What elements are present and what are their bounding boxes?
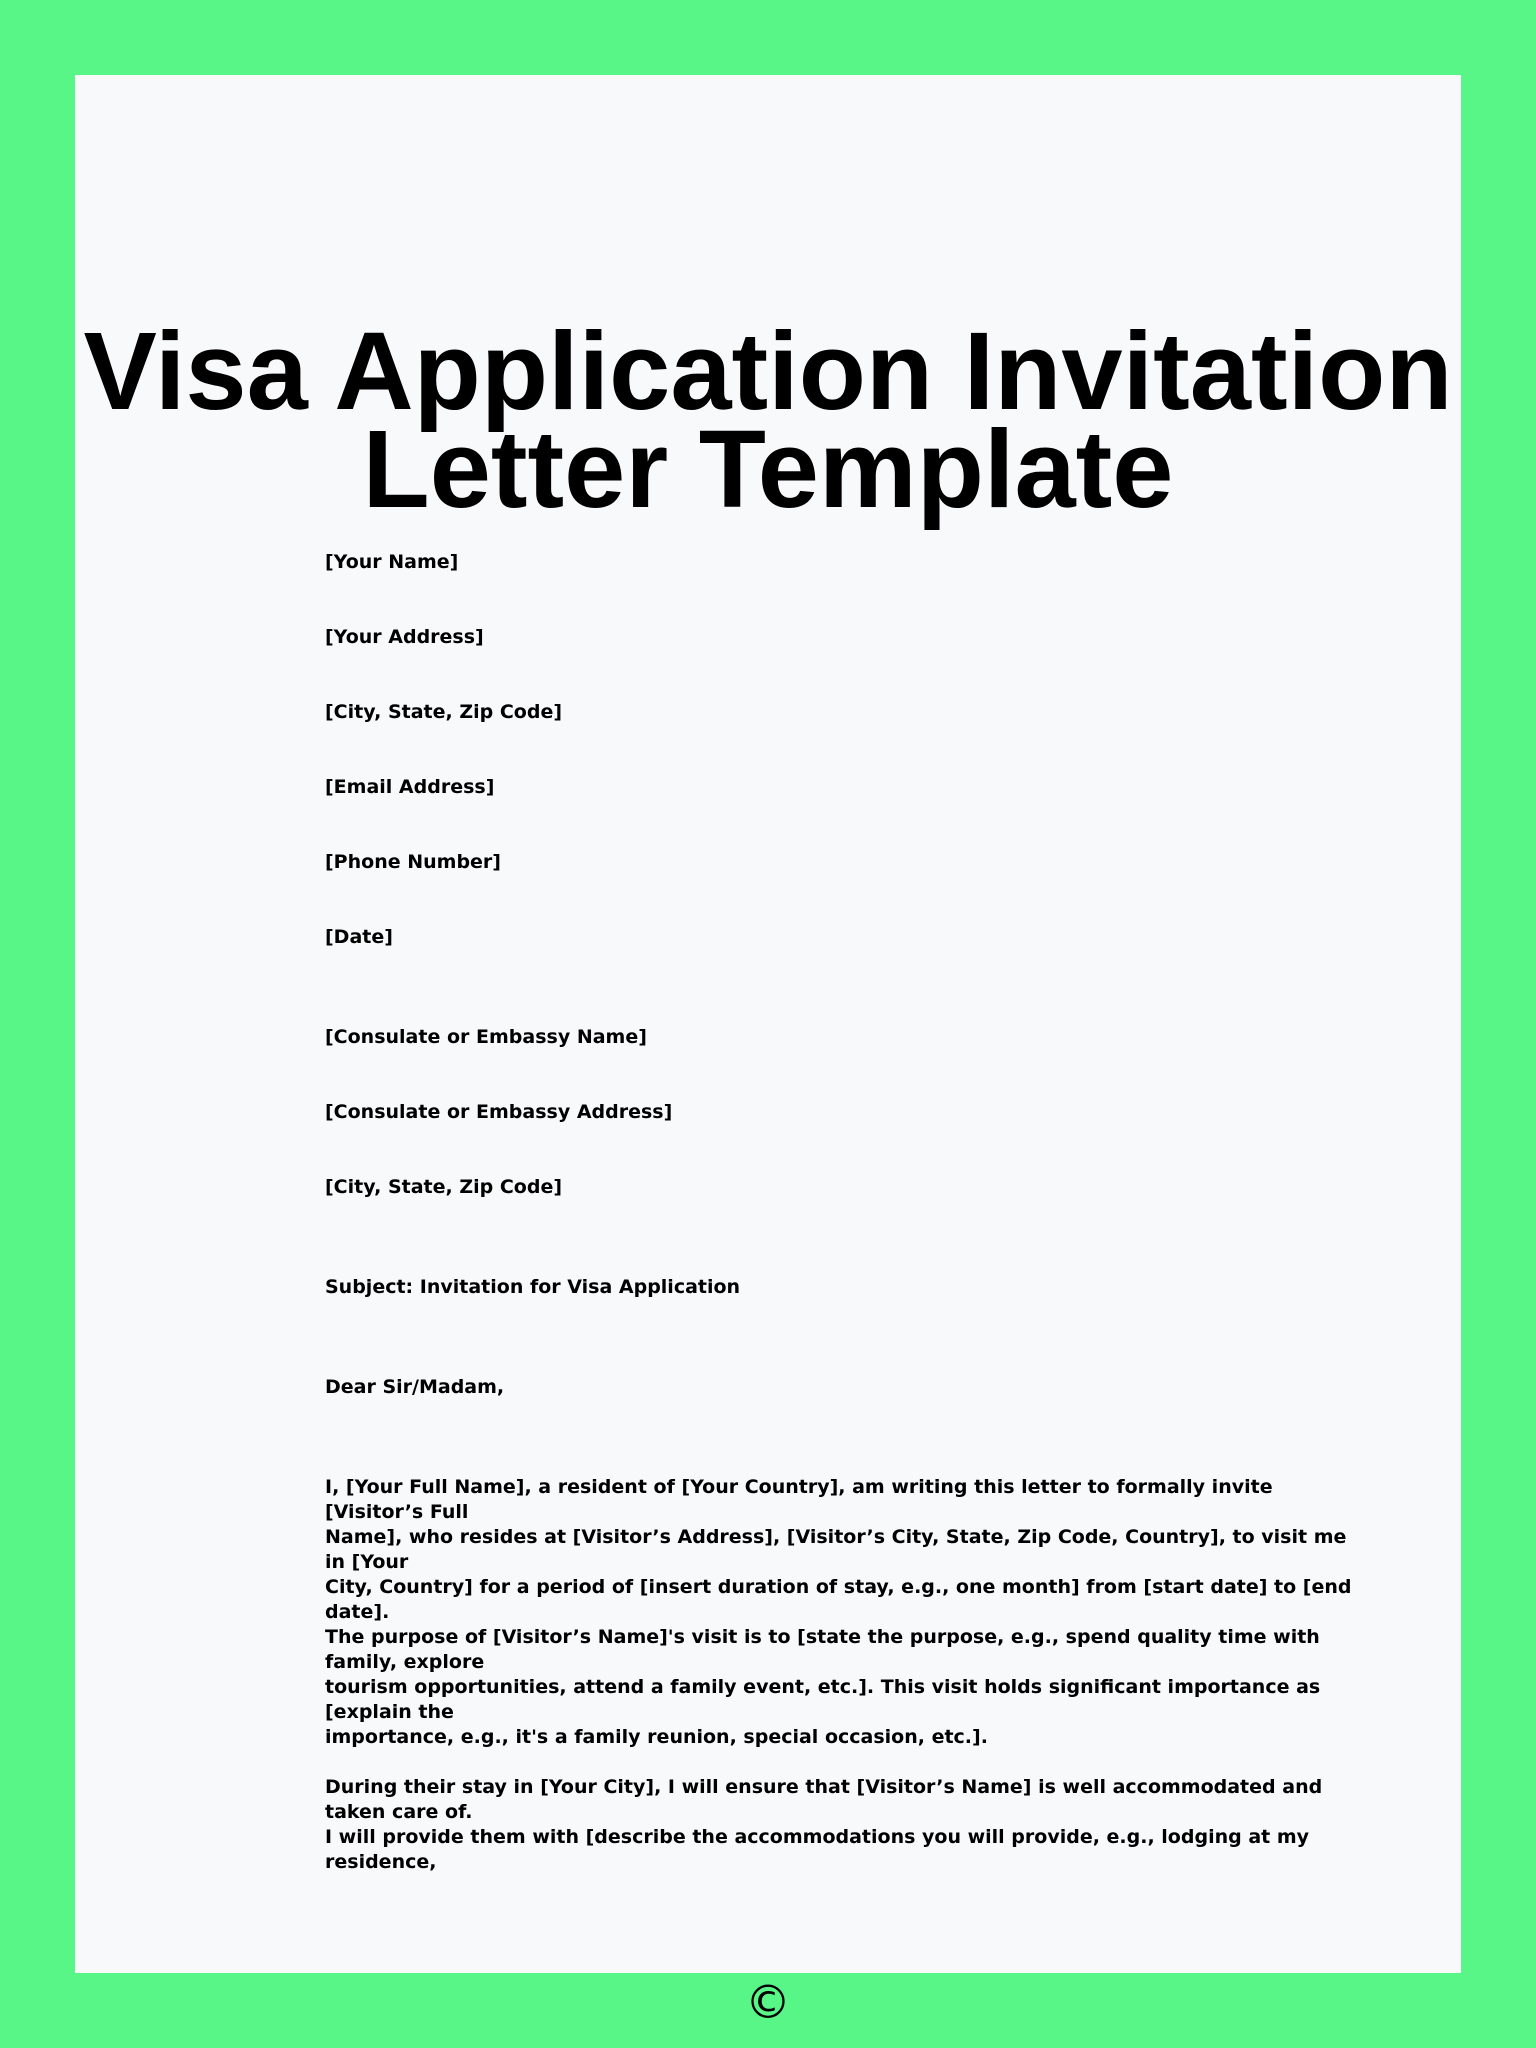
paragraph-line: I will provide them with [describe the accommodations you will provide, e.g., lodging at my residence, (325, 1826, 1310, 1873)
paragraph-line: The purpose of [Visitor’s Name]'s visit is to [state the purpose, e.g., spend quality time with family, explore (325, 1626, 1320, 1673)
letter-date: [Date] (325, 926, 393, 948)
title-line-2: Letter Template (362, 408, 1174, 531)
title-line-1: Visa Application Invitation (83, 310, 1453, 433)
subject-line: Subject: Invitation for Visa Application (325, 1276, 741, 1298)
page-title (75, 310, 1461, 531)
paragraph-accommodation (325, 1775, 1365, 1875)
sender-address: [Your Address] (325, 626, 484, 648)
paragraph-line: City, Country] for a period of [insert duration of stay, e.g., one month] from [start date] to [end date]. (325, 1576, 1352, 1623)
sender-city: [City, State, Zip Code] (325, 701, 563, 723)
paragraph-line: Name], who resides at [Visitor’s Address], [Visitor’s City, State, Zip Code, Country], to visit me in [Your (325, 1526, 1347, 1573)
sender-name: [Your Name] (325, 551, 459, 573)
paragraph-line: I, [Your Full Name], a resident of [Your Country], am writing this letter to formally invite [Visitor’s Full (325, 1476, 1273, 1523)
paragraph-line: During their stay in [Your City], I will ensure that [Visitor’s Name] is well accommodated and taken care of. (325, 1776, 1323, 1823)
salutation: Dear Sir/Madam, (325, 1376, 505, 1398)
paragraph-line: tourism opportunities, attend a family event, etc.]. This visit holds significant importance as [explain the (325, 1676, 1321, 1723)
paragraph-invitation (325, 1475, 1365, 1625)
paragraph-purpose (325, 1625, 1365, 1750)
letter-page (75, 75, 1461, 2029)
recipient-address: [Consulate or Embassy Address] (325, 1101, 673, 1123)
sender-phone: [Phone Number] (325, 851, 501, 873)
recipient-name: [Consulate or Embassy Name] (325, 1026, 647, 1048)
paragraph-line: importance, e.g., it's a family reunion, special occasion, etc.]. (325, 1726, 988, 1748)
recipient-city: [City, State, Zip Code] (325, 1176, 563, 1198)
copyright-icon: © (745, 1975, 791, 2029)
sender-email: [Email Address] (325, 776, 495, 798)
